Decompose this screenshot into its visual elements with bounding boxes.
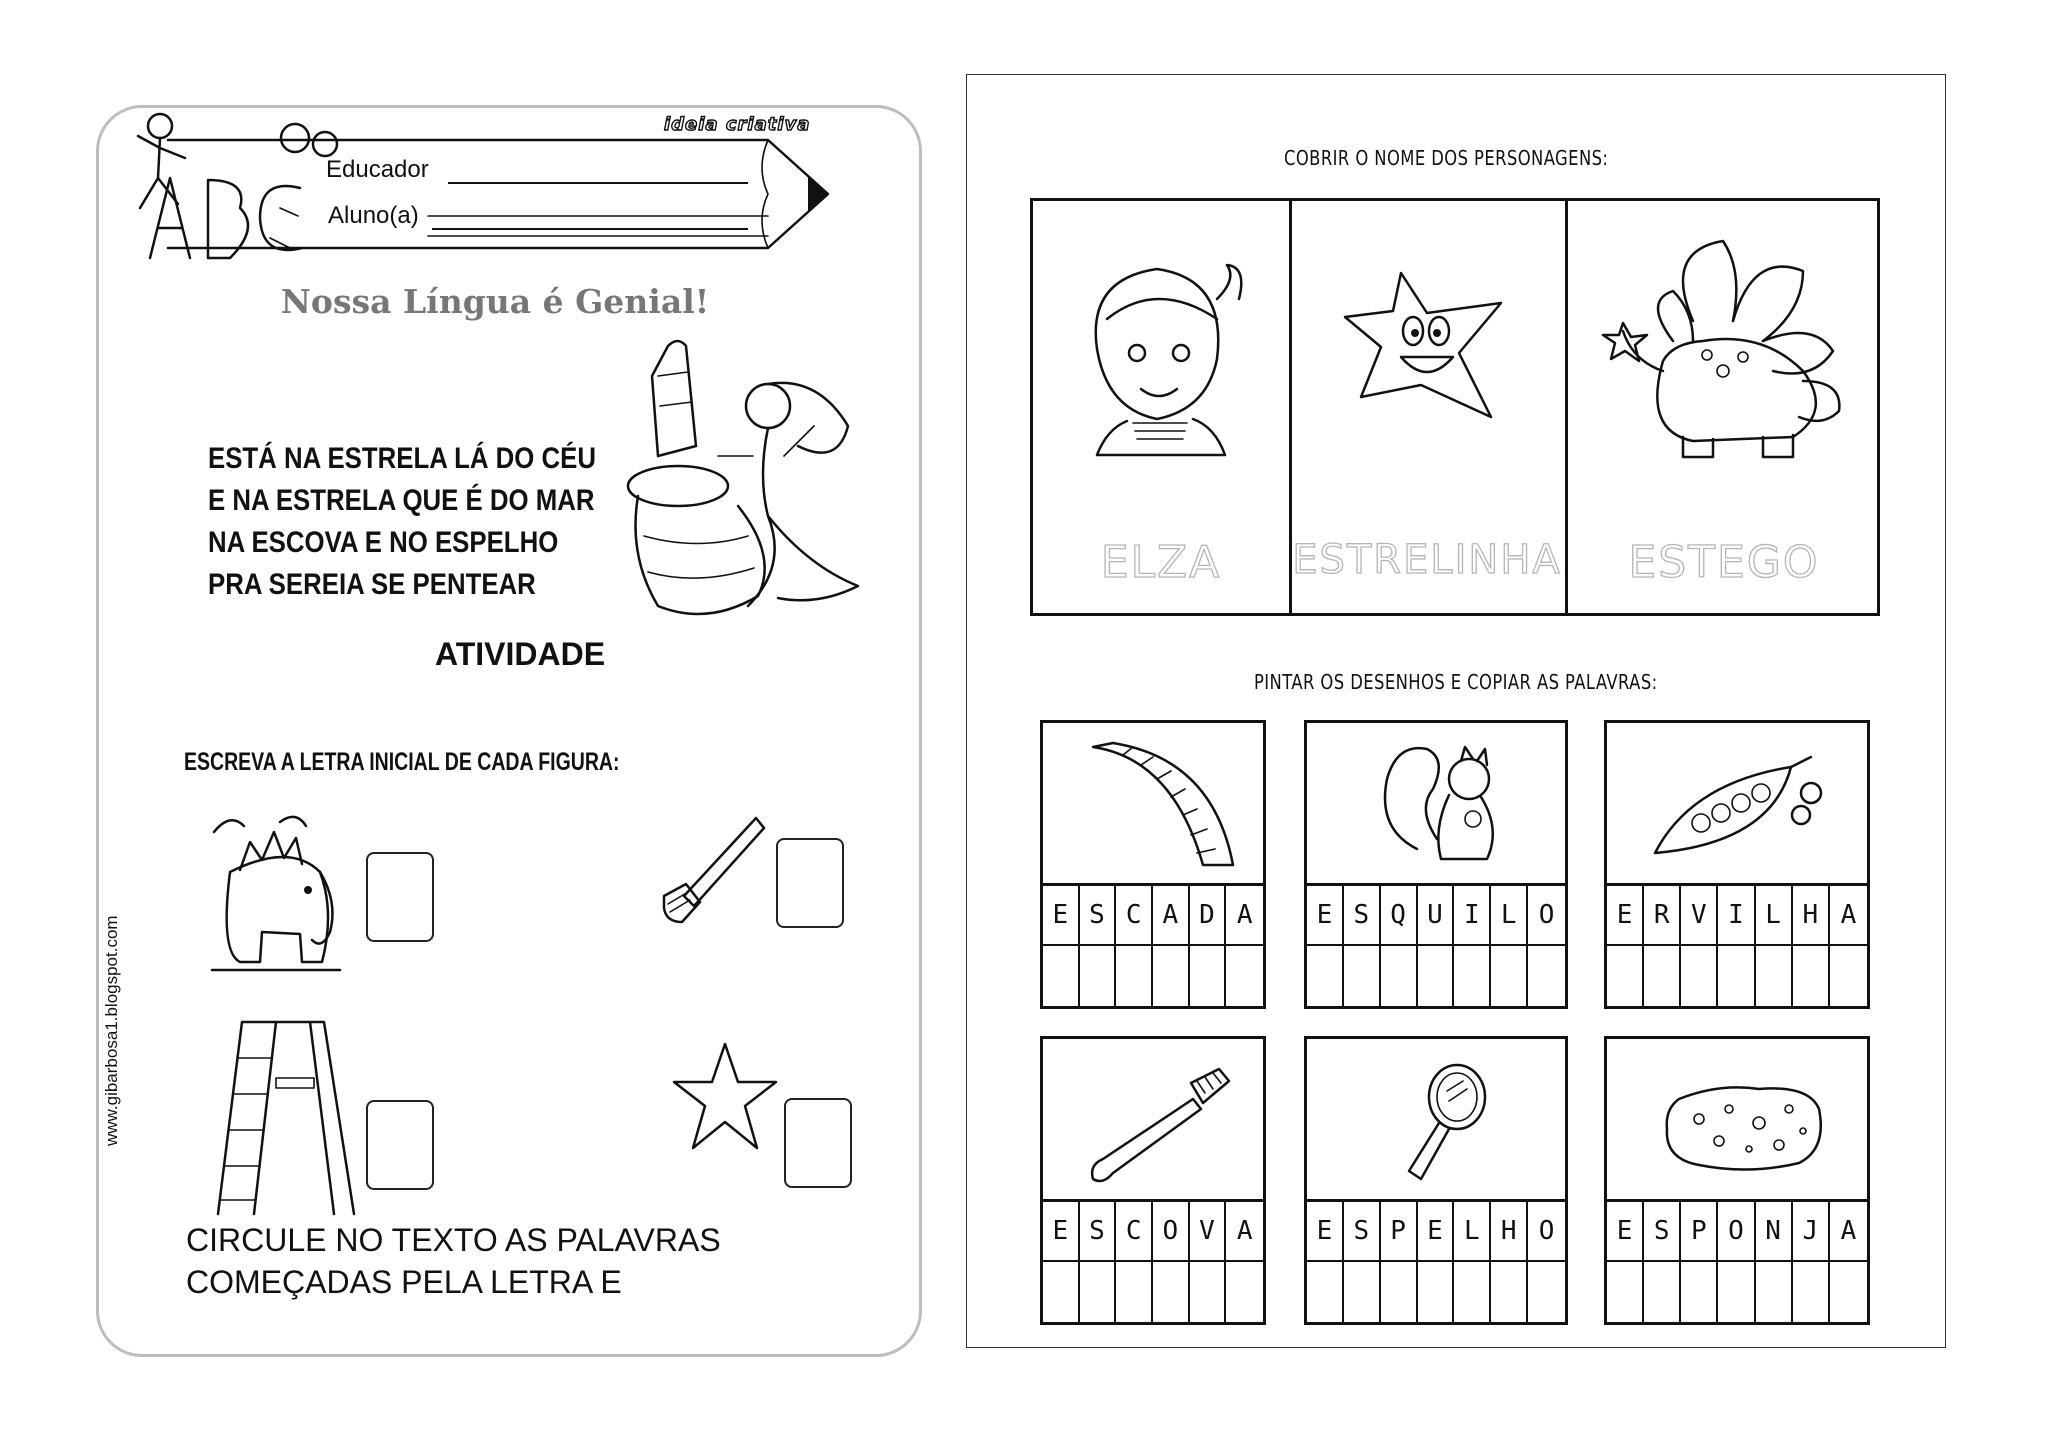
- letter-cell: C: [1116, 886, 1153, 946]
- answer-box[interactable]: [366, 852, 434, 942]
- trace-title: COBRIR O NOME DOS PERSONAGENS:: [1284, 146, 1609, 170]
- copy-cell[interactable]: [1226, 1262, 1263, 1322]
- toothbrush-icon: [1083, 1069, 1233, 1189]
- copy-cell[interactable]: [1491, 946, 1528, 1006]
- picture-frame: [1040, 1036, 1266, 1202]
- copy-cell[interactable]: [1307, 946, 1344, 1006]
- letter-cell: A: [1830, 886, 1867, 946]
- copy-cell[interactable]: [1344, 1262, 1381, 1322]
- letter-cell: D: [1190, 886, 1227, 946]
- letter-cell: E: [1307, 886, 1344, 946]
- brand-logo: ideia criativa: [664, 114, 811, 135]
- copy-cell[interactable]: [1644, 946, 1681, 1006]
- letter-cell: H: [1491, 1202, 1528, 1262]
- letter-grid: [1040, 883, 1266, 1009]
- letter-cell: S: [1344, 1202, 1381, 1262]
- letter-cell: J: [1793, 1202, 1830, 1262]
- instruction-circle-line: CIRCULE NO TEXTO AS PALAVRAS: [186, 1222, 721, 1258]
- hand-mirror-icon: [1401, 1061, 1491, 1191]
- word-card-esponja: [1604, 1036, 1870, 1326]
- copy-cell[interactable]: [1491, 1262, 1528, 1322]
- letter-cell: A: [1830, 1202, 1867, 1262]
- copy-cell[interactable]: [1528, 1262, 1565, 1322]
- copy-cell[interactable]: [1418, 946, 1455, 1006]
- letter-grid: [1040, 1199, 1266, 1325]
- copy-cell[interactable]: [1718, 946, 1755, 1006]
- letter-cell: R: [1644, 886, 1681, 946]
- letter-cell: E: [1607, 886, 1644, 946]
- letter-cell: U: [1418, 886, 1455, 946]
- copy-cell[interactable]: [1681, 946, 1718, 1006]
- letter-grid: [1604, 883, 1870, 1009]
- letter-cell: C: [1116, 1202, 1153, 1262]
- characters-table: [1030, 198, 1880, 616]
- copy-cell[interactable]: [1344, 946, 1381, 1006]
- student-field[interactable]: [432, 228, 748, 230]
- copy-cell[interactable]: [1454, 946, 1491, 1006]
- letter-cell: L: [1491, 886, 1528, 946]
- copy-cell[interactable]: [1607, 946, 1644, 1006]
- copy-cell[interactable]: [1607, 1262, 1644, 1322]
- letter-cell: I: [1454, 886, 1491, 946]
- copy-cell[interactable]: [1153, 946, 1190, 1006]
- letter-cell: H: [1793, 886, 1830, 946]
- page-title: Nossa Língua é Genial!: [280, 282, 710, 321]
- word-card-espelho: [1304, 1036, 1568, 1326]
- letter-cell: S: [1080, 886, 1117, 946]
- educator-label: Educador: [326, 156, 429, 183]
- copy-cell[interactable]: [1043, 946, 1080, 1006]
- copy-cell[interactable]: [1793, 946, 1830, 1006]
- pea-pod-icon: [1651, 753, 1831, 863]
- picture-frame: [1040, 720, 1266, 886]
- letter-cell: E: [1043, 1202, 1080, 1262]
- copy-cell[interactable]: [1116, 946, 1153, 1006]
- copy-cell[interactable]: [1418, 1262, 1455, 1322]
- letter-cell: O: [1528, 886, 1565, 946]
- letter-cell: N: [1756, 1202, 1793, 1262]
- poem-line: PRA SEREIA SE PENTEAR: [208, 568, 536, 601]
- letter-cell: O: [1528, 1202, 1565, 1262]
- answer-box[interactable]: [366, 1100, 434, 1190]
- elephant-icon: [210, 812, 340, 972]
- character-name: ESTRELINHA: [1292, 537, 1562, 583]
- word-card-escada: [1040, 720, 1266, 1010]
- answer-box[interactable]: [776, 838, 844, 928]
- word-card-esquilo: [1304, 720, 1568, 1010]
- letter-cell: S: [1080, 1202, 1117, 1262]
- sponge-icon: [1659, 1079, 1829, 1179]
- smiling-star-icon: [1341, 267, 1521, 427]
- letter-cell: O: [1153, 1202, 1190, 1262]
- letter-grid: [1304, 1199, 1568, 1325]
- letter-cell: E: [1307, 1202, 1344, 1262]
- copy-cell[interactable]: [1307, 1262, 1344, 1322]
- copy-cell[interactable]: [1381, 1262, 1418, 1322]
- word-card-escova: [1040, 1036, 1266, 1326]
- copy-cell[interactable]: [1190, 946, 1227, 1006]
- letter-cell: O: [1718, 1202, 1755, 1262]
- poem-line: ESTÁ NA ESTRELA LÁ DO CÉU: [208, 442, 596, 475]
- website-url: www.gibarbosa1.blogspot.com: [102, 915, 121, 1146]
- copy-cell[interactable]: [1226, 946, 1263, 1006]
- copy-cell[interactable]: [1080, 946, 1117, 1006]
- letter-cell: A: [1226, 1202, 1263, 1262]
- copy-cell[interactable]: [1756, 946, 1793, 1006]
- copy-cell[interactable]: [1454, 1262, 1491, 1322]
- letter-grid: [1604, 1199, 1870, 1325]
- letter-cell: V: [1681, 886, 1718, 946]
- picture-frame: [1304, 720, 1568, 886]
- educator-field[interactable]: [448, 182, 748, 184]
- letter-cell: E: [1418, 1202, 1455, 1262]
- paint-title: PINTAR OS DESENHOS E COPIAR AS PALAVRAS:: [1254, 670, 1658, 694]
- answer-box[interactable]: [784, 1098, 852, 1188]
- copy-cell[interactable]: [1043, 1262, 1080, 1322]
- letter-grid: [1304, 883, 1568, 1009]
- letter-cell: P: [1381, 1202, 1418, 1262]
- copy-cell[interactable]: [1830, 1262, 1867, 1322]
- activity-title: ATIVIDADE: [434, 636, 606, 672]
- picture-frame: [1304, 1036, 1568, 1202]
- picture-frame: [1604, 1036, 1870, 1202]
- poem-line: E NA ESTRELA QUE É DO MAR: [208, 484, 595, 517]
- letter-cell: S: [1644, 1202, 1681, 1262]
- copy-cell[interactable]: [1116, 1262, 1153, 1322]
- letter-cell: E: [1607, 1202, 1644, 1262]
- instruction-circle-line: COMEÇADAS PELA LETRA E: [186, 1264, 622, 1300]
- girl-icon: [1077, 259, 1247, 459]
- copy-cell[interactable]: [1718, 1262, 1755, 1322]
- letter-cell: V: [1190, 1202, 1227, 1262]
- copy-cell[interactable]: [1681, 1262, 1718, 1322]
- poem-line: NA ESCOVA E NO ESPELHO: [208, 526, 559, 559]
- ladder-icon: [214, 1018, 364, 1218]
- staircase-icon: [1083, 739, 1233, 873]
- copy-cell[interactable]: [1153, 1262, 1190, 1322]
- toothbrush-icon: [660, 812, 770, 932]
- copy-cell[interactable]: [1793, 1262, 1830, 1322]
- worksheet-header: [128, 108, 902, 258]
- character-name: ESTEGO: [1628, 537, 1820, 588]
- dinosaur-icon: [1603, 231, 1853, 471]
- character-name: ELZA: [1100, 537, 1222, 588]
- star-icon: [670, 1040, 780, 1160]
- letter-cell: L: [1756, 886, 1793, 946]
- abc-kids-icon: [130, 108, 330, 258]
- student-label: Aluno(a): [328, 202, 419, 229]
- copy-cell[interactable]: [1528, 946, 1565, 1006]
- copy-cell[interactable]: [1381, 946, 1418, 1006]
- letter-cell: Q: [1381, 886, 1418, 946]
- word-card-ervilha: [1604, 720, 1870, 1010]
- letter-cell: L: [1454, 1202, 1491, 1262]
- squirrel-icon: [1377, 739, 1507, 873]
- letter-cell: I: [1718, 886, 1755, 946]
- letter-cell: P: [1681, 1202, 1718, 1262]
- letter-cell: S: [1344, 886, 1381, 946]
- copy-cell[interactable]: [1080, 1262, 1117, 1322]
- letter-cell: A: [1153, 886, 1190, 946]
- copy-cell[interactable]: [1830, 946, 1867, 1006]
- copy-cell[interactable]: [1756, 1262, 1793, 1322]
- letter-cell: A: [1226, 886, 1263, 946]
- letter-cell: E: [1043, 886, 1080, 946]
- copy-cell[interactable]: [1644, 1262, 1681, 1322]
- copy-cell[interactable]: [1190, 1262, 1227, 1322]
- instruction-initial-letter: ESCREVA A LETRA INICIAL DE CADA FIGURA:: [184, 748, 620, 776]
- picture-frame: [1604, 720, 1870, 886]
- mermaid-icon: [618, 336, 878, 636]
